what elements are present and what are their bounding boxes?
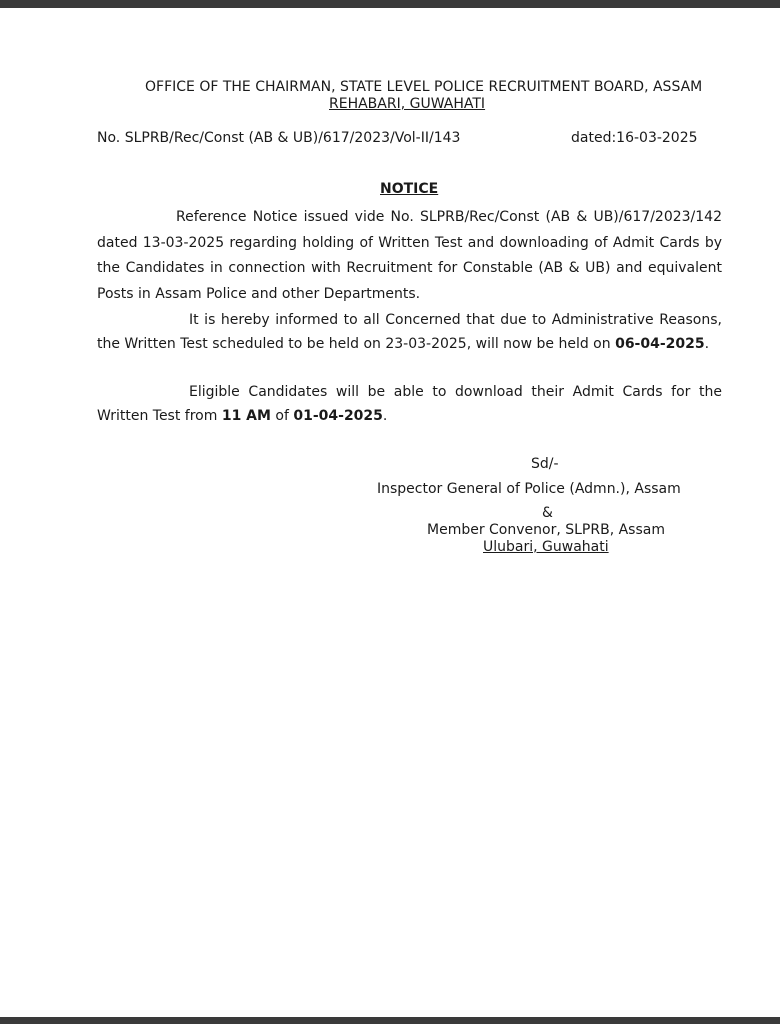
- office-location: REHABARI, GUWAHATI: [329, 96, 486, 112]
- bottom-border-bar: [0, 1017, 780, 1024]
- paragraph-admit-card-of: of: [270, 408, 294, 424]
- paragraph-reference: [97, 205, 722, 307]
- admit-card-time: 11 AM: [221, 408, 271, 424]
- new-exam-date: 06-04-2025: [615, 336, 705, 352]
- notice-title: NOTICE: [380, 181, 439, 197]
- signature-location: Ulubari, Guwahati: [483, 539, 609, 555]
- signature-ampersand: &: [542, 505, 553, 521]
- reference-date: dated:16-03-2025: [571, 130, 698, 146]
- paragraph-reschedule-text: It is hereby informed to all Concerned that due to Administrative Reasons, the Written Test scheduled to be held on 23-03-2025, will now be held on: [97, 312, 722, 352]
- paragraph-admit-card: [97, 380, 722, 428]
- office-heading: OFFICE OF THE CHAIRMAN, STATE LEVEL POLICE RECRUITMENT BOARD, ASSAM: [145, 79, 703, 95]
- reference-number: No. SLPRB/Rec/Const (AB & UB)/617/2023/Vol-II/143: [97, 130, 461, 146]
- paragraph-reschedule: [97, 308, 722, 356]
- signature-sd: Sd/-: [531, 456, 559, 472]
- signature-member-convenor: Member Convenor, SLPRB, Assam: [427, 522, 665, 538]
- signature-designation: Inspector General of Police (Admn.), Assam: [377, 481, 681, 497]
- paragraph-admit-card-end: .: [382, 408, 388, 424]
- paragraph-reference-text: Reference Notice issued vide No. SLPRB/Rec/Const (AB & UB)/617/2023/142 dated 13-03-2025 regarding holding of Written Test and downloading of Admit Cards by the Candidates in connection with Recruitment for Constable (AB & UB) and equivalent Posts in Assam Police and other Departments.: [97, 209, 722, 302]
- paragraph-admit-card-text: Eligible Candidates will be able to download their Admit Cards for the Written Test from: [97, 384, 722, 424]
- paragraph-reschedule-end: .: [704, 336, 710, 352]
- admit-card-date: 01-04-2025: [293, 408, 383, 424]
